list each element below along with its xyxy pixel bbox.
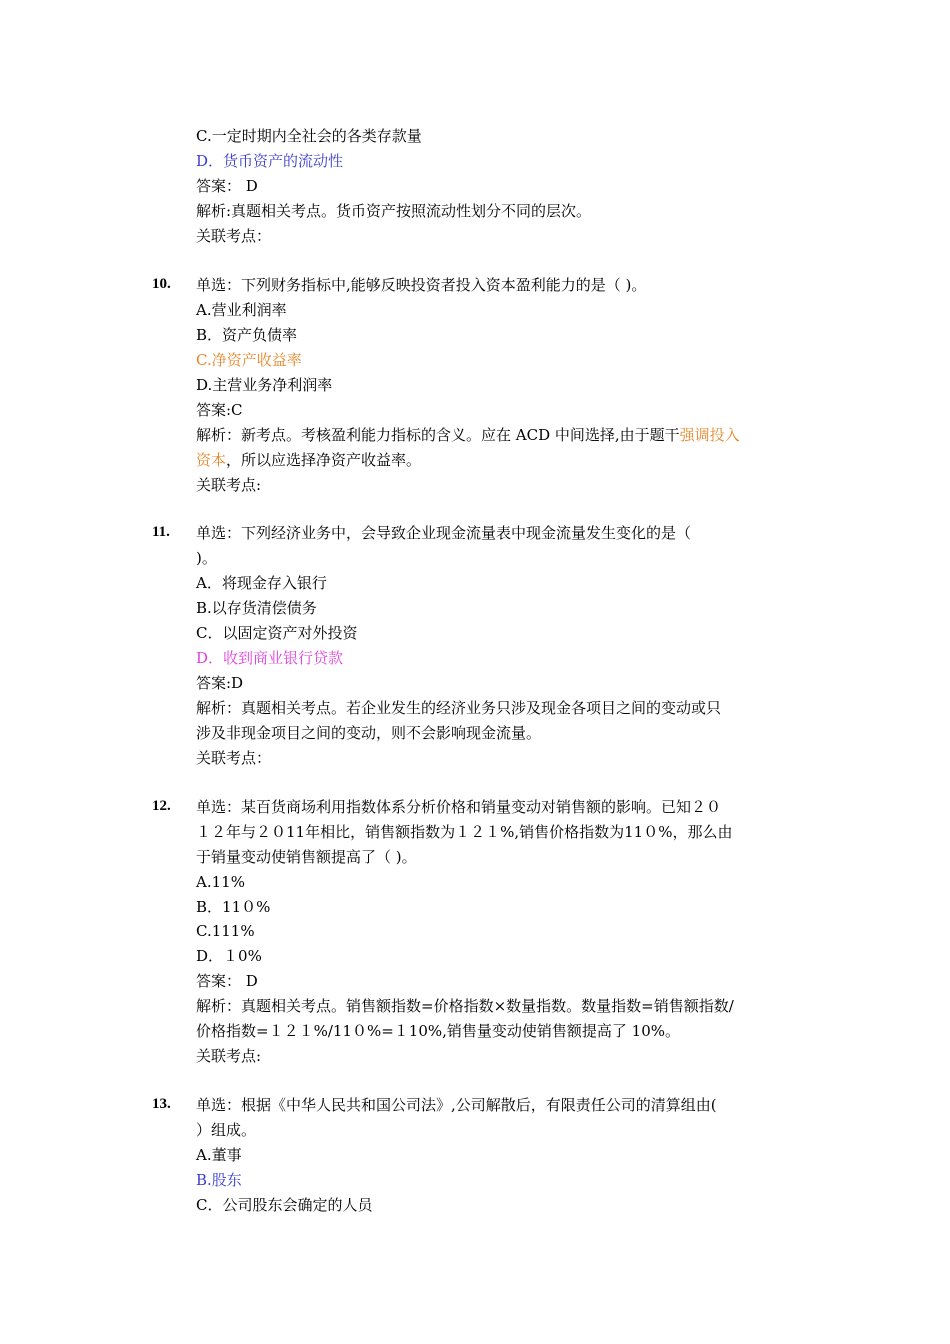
q11-option-d: D．收到商业银行贷款 (196, 649, 344, 667)
q13-option-b: B.股东 (196, 1171, 242, 1189)
q10-analysis-text: 解析：新考点。考核盈利能力指标的含义。应在 ACD 中间选择,由于题干 (196, 426, 680, 444)
q12-question-line2: １２年与２０11年相比，销售额指数为１２１%,销售价格指数为11０%，那么由 (196, 823, 733, 841)
q10-analysis-highlight-2: 资本 (196, 451, 227, 469)
q10-option-a: A.营业利润率 (196, 301, 287, 319)
q12-analysis-line1: 解析：真题相关考点。销售额指数=价格指数×数量指数。数量指数=销售额指数/ (196, 997, 734, 1015)
q9-analysis: 解析:真题相关考点。货币资产按照流动性划分不同的层次。 (196, 202, 592, 220)
q12-option-d: D．１0% (196, 947, 262, 965)
q11-question-line2: )。 (196, 549, 217, 567)
q12-option-a: A.11% (196, 873, 245, 891)
q12-option-b: B．11０% (196, 898, 271, 916)
q10-question: 单选：下列财务指标中,能够反映投资者投入资本盈利能力的是（ )。 (196, 276, 647, 294)
q10-option-d: D.主营业务净利润率 (196, 376, 333, 394)
q11-option-b: B.以存货清偿债务 (196, 599, 317, 617)
q11-analysis-line1: 解析：真题相关考点。若企业发生的经济业务只涉及现金各项目之间的变动或只 (196, 699, 722, 717)
q12-question-line3: 于销量变动使销售额提高了（ )。 (196, 848, 417, 866)
q10-analysis-text-2: ，所以应选择净资产收益率。 (226, 451, 422, 469)
q11-analysis-line2: 涉及非现金项目之间的变动，则不会影响现金流量。 (196, 724, 542, 742)
q9-related: 关联考点： (196, 227, 272, 245)
q9-option-c: C.一定时期内全社会的各类存款量 (196, 127, 422, 145)
q13-question-line1: 单选：根据《中华人民共和国公司法》,公司解散后，有限责任公司的清算组由( (196, 1096, 717, 1114)
q9-option-d: D．货币资产的流动性 (196, 152, 344, 170)
q11-question-line1: 单选：下列经济业务中，会导致企业现金流量表中现金流量发生变化的是（ (196, 524, 692, 542)
q12-question-line1: 单选：某百货商场利用指数体系分析价格和销量变动对销售额的影响。已知２０ (196, 798, 722, 816)
q11-option-c: C．以固定资产对外投资 (196, 624, 358, 642)
q10-number: 10. (152, 276, 171, 292)
q10-analysis-highlight: 强调投入 (679, 426, 740, 444)
q13-number: 13. (152, 1096, 171, 1112)
q12-analysis-line2: 价格指数=１２１%/11０%=１10%,销售量变动使销售额提高了 10%。 (196, 1022, 681, 1040)
q12-related: 关联考点: (196, 1047, 262, 1065)
q11-number: 11. (152, 524, 170, 540)
q11-option-a: A．将现金存入银行 (196, 574, 327, 592)
q12-number: 12. (152, 798, 171, 814)
q10-related: 关联考点: (196, 476, 262, 494)
q11-answer: 答案:D (196, 674, 244, 692)
q13-option-a: A.董事 (196, 1146, 242, 1164)
q13-option-c: C．公司股东会确定的人员 (196, 1196, 373, 1214)
q10-analysis-line1 (196, 425, 740, 445)
q11-related: 关联考点： (196, 749, 272, 767)
q10-option-c: C.净资产收益率 (196, 351, 302, 369)
q10-answer: 答案:C (196, 401, 243, 419)
q10-analysis-line2 (196, 450, 421, 470)
q12-answer: 答案： D (196, 972, 258, 990)
q9-answer: 答案： D (196, 177, 258, 195)
q13-question-line2: ）组成。 (196, 1121, 257, 1139)
q10-option-b: B．资产负债率 (196, 326, 298, 344)
q12-option-c: C.111% (196, 922, 255, 940)
